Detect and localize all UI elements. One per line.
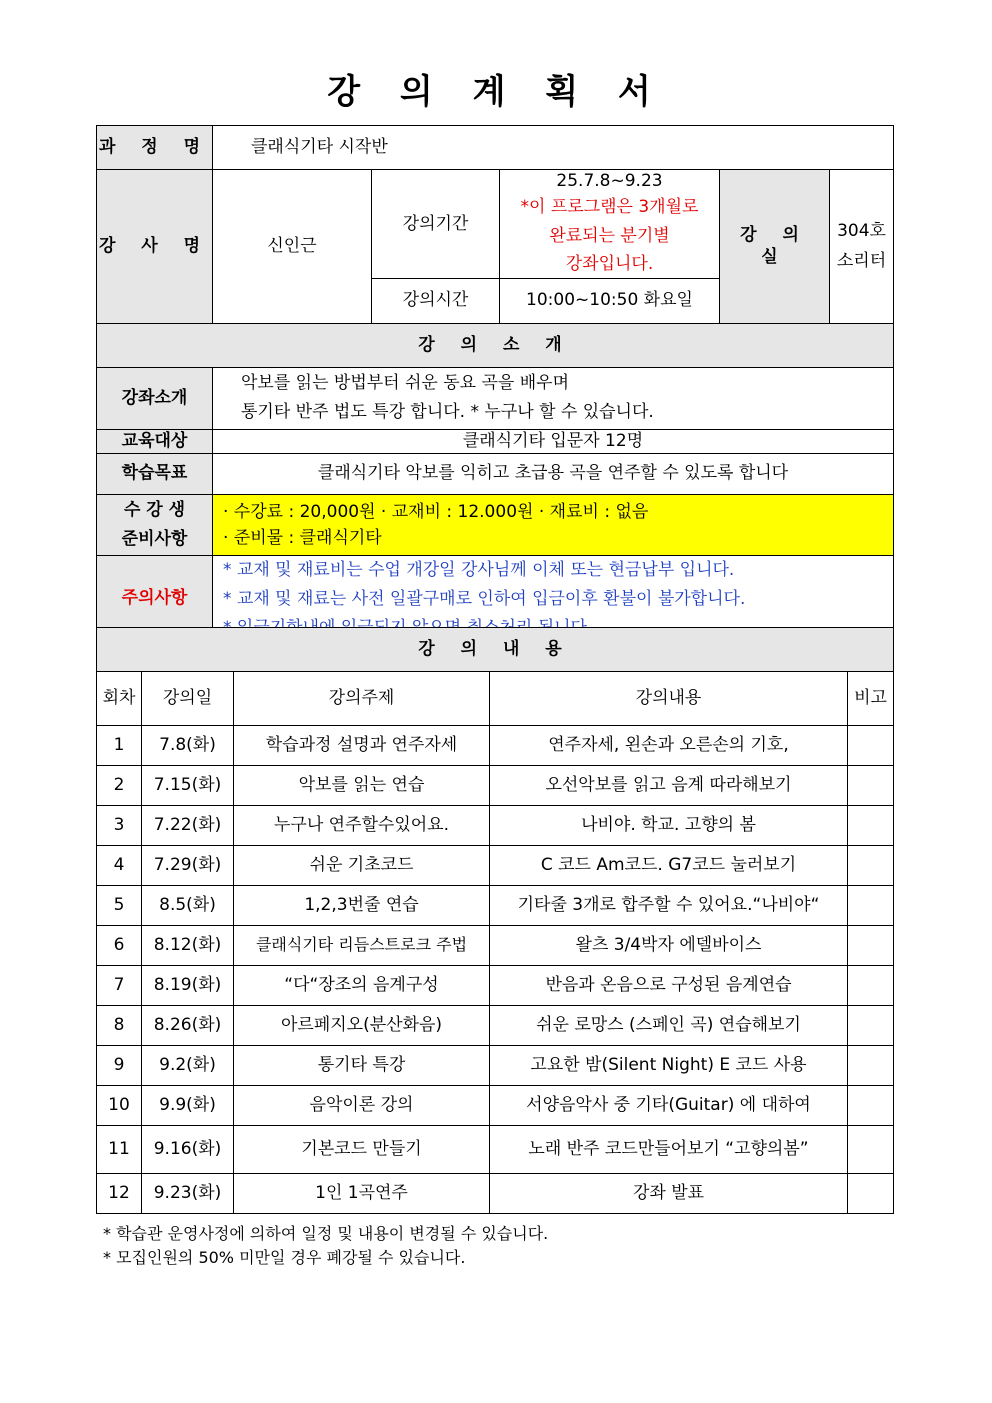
session-topic: 아르페지오(분산화음): [234, 1005, 490, 1045]
schedule-header-cell: 강의주제: [234, 671, 490, 725]
schedule-row: [97, 965, 894, 1005]
session-remark: [848, 805, 894, 845]
target-label: 교육대상: [97, 429, 213, 453]
session-number: 8: [97, 1005, 142, 1045]
schedule-row: [97, 1125, 894, 1173]
time-label: 강의시간: [372, 278, 500, 323]
session-topic: 악보를 읽는 연습: [234, 765, 490, 805]
session-topic: 기본코드 만들기: [234, 1125, 490, 1173]
prep-cell: [213, 494, 894, 555]
schedule-row: [97, 765, 894, 805]
instructor-value: 신인근: [213, 170, 372, 324]
prep-label-line: 준비사항: [121, 528, 188, 549]
period-label: 강의기간: [372, 170, 500, 279]
session-topic: 클래식기타 리듬스트로크 주법: [234, 925, 490, 965]
session-content: C 코드 Am코드. G7코드 눌러보기: [490, 845, 848, 885]
session-date: 7.15(화): [142, 765, 234, 805]
prep-label: [97, 494, 213, 555]
session-number: 2: [97, 765, 142, 805]
session-remark: [848, 885, 894, 925]
session-date: 9.2(화): [142, 1045, 234, 1085]
footnote: * 모집인원의 50% 미만일 경우 폐강될 수 있습니다.: [103, 1247, 466, 1267]
session-number: 5: [97, 885, 142, 925]
schedule-row: [97, 1005, 894, 1045]
room-number: 304호: [837, 221, 886, 242]
session-date: 8.19(화): [142, 965, 234, 1005]
prep-line: · 준비물 : 클래식기타: [223, 527, 382, 548]
caution-label: 주의사항: [97, 555, 213, 642]
period-note-line: *이 프로그램은 3개월로: [520, 196, 699, 217]
session-content: 서양음악사 중 기타(Guitar) 에 대하여: [490, 1085, 848, 1125]
course-info-table: [96, 125, 894, 643]
session-date: 9.16(화): [142, 1125, 234, 1173]
content-header: 강 의 내 용: [97, 627, 894, 671]
session-date: 9.23(화): [142, 1173, 234, 1213]
session-number: 1: [97, 725, 142, 765]
session-remark: [848, 765, 894, 805]
session-remark: [848, 965, 894, 1005]
session-number: 10: [97, 1085, 142, 1125]
session-topic: 1인 1곡연주: [234, 1173, 490, 1213]
session-number: 4: [97, 845, 142, 885]
course-intro-cell: [213, 367, 894, 429]
session-remark: [848, 845, 894, 885]
session-content: 고요한 밤(Silent Night) E 코드 사용: [490, 1045, 848, 1085]
session-topic: 1,2,3번줄 연습: [234, 885, 490, 925]
session-date: 9.9(화): [142, 1085, 234, 1125]
schedule-row: [97, 925, 894, 965]
course-intro-label: 강좌소개: [97, 367, 213, 429]
caution-line: * 교재 및 재료는 사전 일괄구매로 인하여 입금이후 환불이 불가합니다.: [223, 588, 746, 609]
session-topic: 음악이론 강의: [234, 1085, 490, 1125]
session-remark: [848, 1125, 894, 1173]
session-number: 9: [97, 1045, 142, 1085]
session-content: 강좌 발표: [490, 1173, 848, 1213]
schedule-row: [97, 1045, 894, 1085]
period-note-line: 완료되는 분기별: [549, 225, 670, 246]
footnotes: [103, 1222, 548, 1270]
session-date: 8.5(화): [142, 885, 234, 925]
session-topic: 통기타 특강: [234, 1045, 490, 1085]
schedule-header-cell: 비고: [848, 671, 894, 725]
session-content: 왈츠 3/4박자 에델바이스: [490, 925, 848, 965]
session-date: 8.12(화): [142, 925, 234, 965]
session-date: 7.29(화): [142, 845, 234, 885]
session-number: 6: [97, 925, 142, 965]
schedule-table: [96, 627, 894, 1214]
period-cell: [500, 170, 720, 279]
target-value: 클래식기타 입문자 12명: [213, 429, 894, 453]
session-remark: [848, 1045, 894, 1085]
time-value: 10:00~10:50 화요일: [500, 278, 720, 323]
session-date: 8.26(화): [142, 1005, 234, 1045]
session-remark: [848, 1085, 894, 1125]
schedule-row: [97, 805, 894, 845]
session-remark: [848, 1005, 894, 1045]
session-content: 기타줄 3개로 합주할 수 있어요.“나비야“: [490, 885, 848, 925]
caution-line: * 교재 및 재료비는 수업 개강일 강사님께 이체 또는 현금납부 입니다.: [223, 559, 735, 580]
course-intro-line: 통기타 반주 법도 특강 합니다. * 누구나 할 수 있습니다.: [241, 402, 654, 423]
room-name: 소리터: [836, 251, 887, 272]
session-number: 3: [97, 805, 142, 845]
prep-label-line: 수 강 생: [123, 499, 186, 520]
goal-value: 클래식기타 악보를 익히고 초급용 곡을 연주할 수 있도록 합니다: [213, 453, 894, 494]
prep-line: · 수강료 : 20,000원 · 교재비 : 12.000원 · 재료비 : 없음: [223, 501, 649, 522]
schedule-row: [97, 1085, 894, 1125]
course-intro-line: 악보를 읽는 방법부터 쉬운 동요 곡을 배우며: [241, 373, 570, 394]
session-remark: [848, 725, 894, 765]
session-content: 반음과 온음으로 구성된 음계연습: [490, 965, 848, 1005]
intro-header: 강 의 소 개: [97, 323, 894, 367]
session-number: 12: [97, 1173, 142, 1213]
document-title: 강 의 계 획 서: [327, 72, 665, 112]
session-number: 11: [97, 1125, 142, 1173]
schedule-row: [97, 725, 894, 765]
room-label: 강 의 실: [720, 170, 830, 324]
session-content: 연주자세, 왼손과 오른손의 기호,: [490, 725, 848, 765]
session-content: 나비야. 학교. 고향의 봄: [490, 805, 848, 845]
session-date: 7.22(화): [142, 805, 234, 845]
session-number: 7: [97, 965, 142, 1005]
session-remark: [848, 1173, 894, 1213]
schedule-row: [97, 1173, 894, 1213]
schedule-header-cell: 회차: [97, 671, 142, 725]
session-content: 쉬운 로망스 (스페인 곡) 연습해보기: [490, 1005, 848, 1045]
goal-label: 학습목표: [97, 453, 213, 494]
session-content: 노래 반주 코드만들어보기 “고향의봄”: [490, 1125, 848, 1173]
session-remark: [848, 925, 894, 965]
session-topic: 학습과정 설명과 연주자세: [234, 725, 490, 765]
instructor-label: 강 사 명: [97, 170, 213, 324]
course-value: 클래식기타 시작반: [213, 126, 894, 170]
course-label: 과 정 명: [97, 126, 213, 170]
period-value: 25.7.8~9.23: [556, 171, 663, 191]
schedule-header-cell: 강의일: [142, 671, 234, 725]
schedule-row: [97, 845, 894, 885]
schedule-row: [97, 885, 894, 925]
schedule-header-cell: 강의내용: [490, 671, 848, 725]
session-topic: 쉬운 기초코드: [234, 845, 490, 885]
room-cell: [830, 170, 894, 324]
period-note-line: 강좌입니다.: [565, 253, 654, 274]
session-topic: 누구나 연주할수있어요.: [234, 805, 490, 845]
footnote: * 학습관 운영사정에 의하여 일정 및 내용이 변경될 수 있습니다.: [103, 1223, 549, 1243]
session-topic: “다“장조의 음계구성: [234, 965, 490, 1005]
session-date: 7.8(화): [142, 725, 234, 765]
session-content: 오선악보를 읽고 음계 따라해보기: [490, 765, 848, 805]
